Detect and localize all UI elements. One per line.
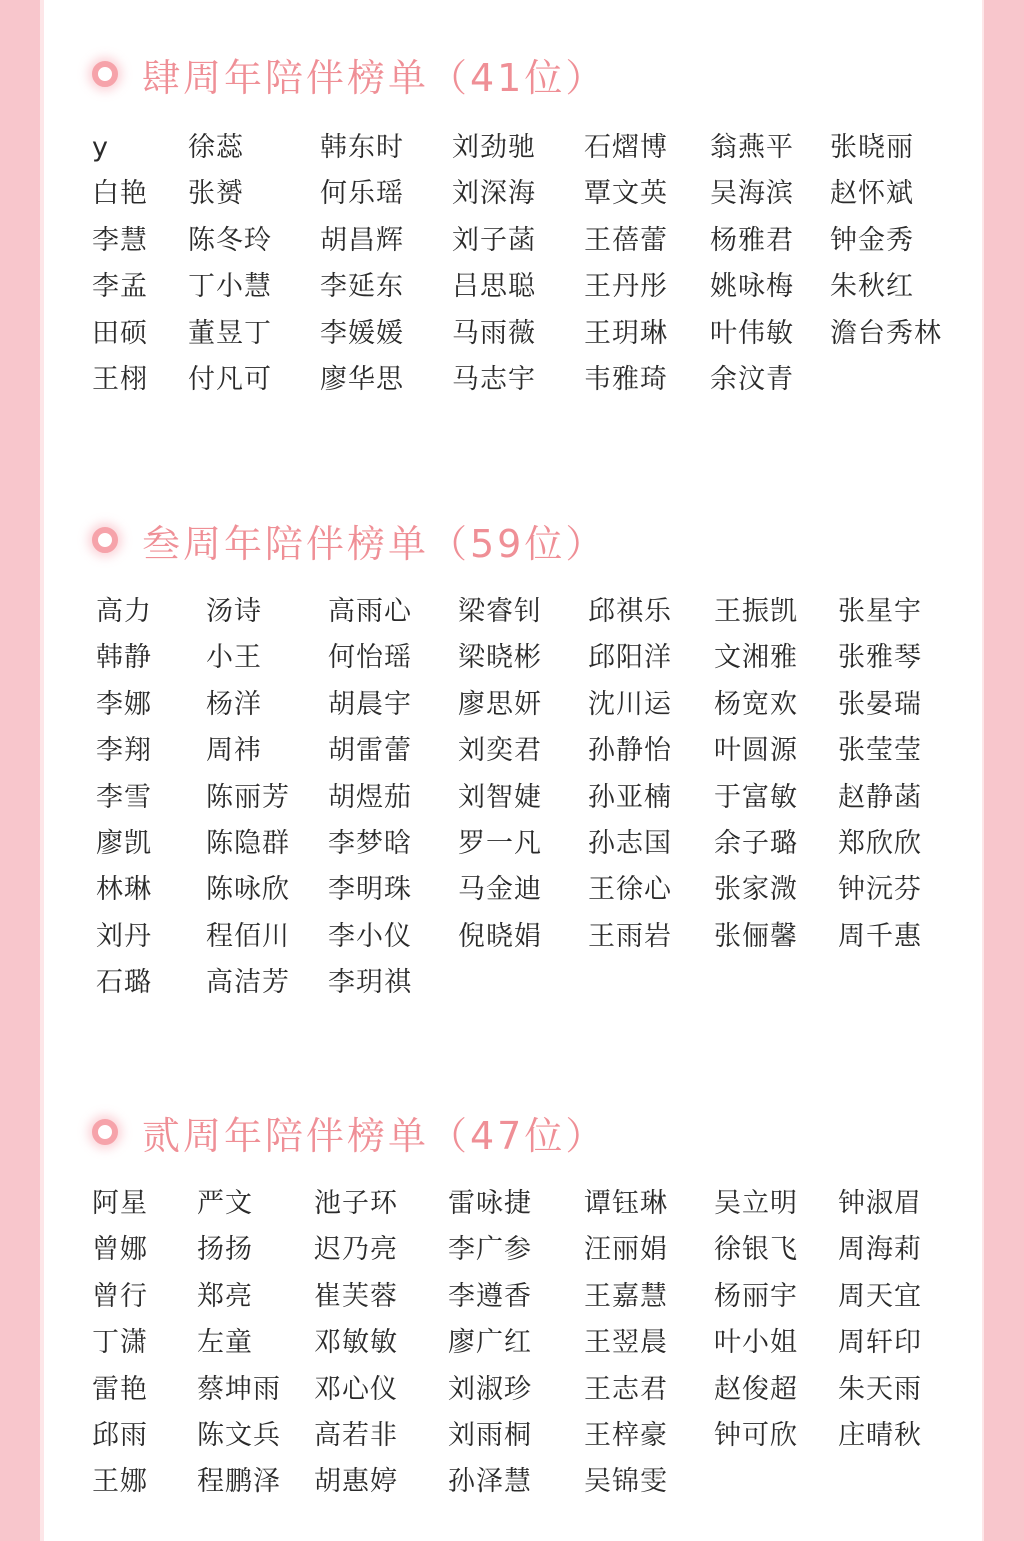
member-name: 杨宽欢 (714, 689, 798, 720)
member-name: 刘劲驰 (452, 132, 536, 163)
member-name: 马雨薇 (452, 318, 536, 349)
member-name: 廖凯 (96, 828, 152, 859)
member-name: 周千惠 (838, 921, 922, 952)
member-name: 董昱丁 (188, 318, 272, 349)
circle-bullet-icon (92, 61, 118, 87)
member-name: 胡晨宇 (328, 689, 412, 720)
section-title: 叁周年陪伴榜单（59位） (142, 521, 607, 566)
member-name: 刘深海 (452, 178, 536, 209)
member-name: 倪晓娟 (458, 921, 542, 952)
member-name: 王蓓蕾 (584, 225, 668, 256)
member-name: 梁睿钊 (458, 596, 542, 627)
member-name: 王嘉慧 (584, 1281, 668, 1312)
member-name: 张星宇 (838, 596, 922, 627)
member-name: 梁晓彬 (458, 642, 542, 673)
member-name: 孙志国 (588, 828, 672, 859)
member-name: 罗一凡 (458, 828, 542, 859)
member-name: 李小仪 (328, 921, 412, 952)
member-name: 杨洋 (206, 689, 262, 720)
member-name: 张赟 (188, 178, 244, 209)
member-name: 庄晴秋 (838, 1420, 922, 1451)
member-name: 李延东 (320, 271, 404, 302)
member-name: 徐银飞 (714, 1234, 798, 1265)
member-name: 胡煜茄 (328, 782, 412, 813)
member-name: 李慧 (92, 225, 148, 256)
member-name: 叶伟敏 (710, 318, 794, 349)
member-name: 高洁芳 (206, 967, 290, 998)
member-name: 左童 (197, 1327, 253, 1358)
section-title: 贰周年陪伴榜单（47位） (142, 1113, 607, 1158)
member-name: 李媛媛 (320, 318, 404, 349)
member-name: 马金迪 (458, 874, 542, 905)
member-name: 吴海滨 (710, 178, 794, 209)
member-name: 沈川运 (588, 689, 672, 720)
member-name: 小王 (206, 642, 262, 673)
member-name: 杨丽宇 (714, 1281, 798, 1312)
member-name: 李翔 (96, 735, 152, 766)
member-name: 丁小慧 (188, 271, 272, 302)
member-name: 朱天雨 (838, 1374, 922, 1405)
member-name: 崔芙蓉 (314, 1281, 398, 1312)
member-name: 杨雅君 (710, 225, 794, 256)
member-name: y (92, 132, 109, 163)
member-name: 张雅琴 (838, 642, 922, 673)
member-name: 李遵香 (448, 1281, 532, 1312)
member-name: 钟金秀 (830, 225, 914, 256)
member-name: 程佰川 (206, 921, 290, 952)
section-header (92, 1102, 606, 1162)
member-name: 何乐瑶 (320, 178, 404, 209)
member-name: 余汶青 (710, 364, 794, 395)
member-name: 李广参 (448, 1234, 532, 1265)
member-name: 赵怀斌 (830, 178, 914, 209)
member-name: 王雨岩 (588, 921, 672, 952)
member-name: 邱雨 (92, 1420, 148, 1451)
member-name: 陈咏欣 (206, 874, 290, 905)
member-name: 谭钰琳 (584, 1188, 668, 1219)
member-name: 雷艳 (92, 1374, 148, 1405)
member-name: 王玥琳 (584, 318, 668, 349)
member-name: 马志宇 (452, 364, 536, 395)
member-name: 王娜 (92, 1466, 148, 1497)
member-name: 高雨心 (328, 596, 412, 627)
circle-bullet-icon (92, 527, 118, 553)
member-name: 高若非 (314, 1420, 398, 1451)
member-name: 钟淑眉 (838, 1188, 922, 1219)
member-name: 程鹏泽 (197, 1466, 281, 1497)
member-name: 刘雨桐 (448, 1420, 532, 1451)
member-name: 朱秋红 (830, 271, 914, 302)
member-name: 周祎 (206, 735, 262, 766)
member-name: 阿星 (92, 1188, 148, 1219)
member-name: 石熠博 (584, 132, 668, 163)
member-name: 李孟 (92, 271, 148, 302)
member-name: 周天宜 (838, 1281, 922, 1312)
member-name: 陈文兵 (197, 1420, 281, 1451)
member-name: 邱祺乐 (588, 596, 672, 627)
member-name: 孙泽慧 (448, 1466, 532, 1497)
member-name: 周轩印 (838, 1327, 922, 1358)
member-name: 何怡瑶 (328, 642, 412, 673)
member-name: 钟沅芬 (838, 874, 922, 905)
member-name: 张晓丽 (830, 132, 914, 163)
member-name: 邓心仪 (314, 1374, 398, 1405)
member-name: 陈冬玲 (188, 225, 272, 256)
circle-bullet-icon (92, 1119, 118, 1145)
member-name: 李雪 (96, 782, 152, 813)
member-name: 邓敏敏 (314, 1327, 398, 1358)
member-name: 陈丽芳 (206, 782, 290, 813)
member-name: 邱阳洋 (588, 642, 672, 673)
member-name: 石璐 (96, 967, 152, 998)
member-name: 王翌晨 (584, 1327, 668, 1358)
member-name: 孙静怡 (588, 735, 672, 766)
member-name: 余子璐 (714, 828, 798, 859)
member-name: 张俪馨 (714, 921, 798, 952)
member-name: 付凡可 (188, 364, 272, 395)
member-name: 胡雷蕾 (328, 735, 412, 766)
member-name: 李玥祺 (328, 967, 412, 998)
member-name: 蔡坤雨 (197, 1374, 281, 1405)
member-name: 高力 (96, 596, 152, 627)
member-name: 刘子菡 (452, 225, 536, 256)
member-name: 曾娜 (92, 1234, 148, 1265)
member-name: 钟可欣 (714, 1420, 798, 1451)
member-name: 丁潇 (92, 1327, 148, 1358)
member-name: 韩东时 (320, 132, 404, 163)
member-name: 叶圆源 (714, 735, 798, 766)
right-border-stripe (984, 0, 1024, 1541)
member-name: 李明珠 (328, 874, 412, 905)
content-panel (44, 0, 982, 1541)
member-name: 王栩 (92, 364, 148, 395)
member-name: 文湘雅 (714, 642, 798, 673)
member-name: 郑亮 (197, 1281, 253, 1312)
member-name: 刘丹 (96, 921, 152, 952)
member-name: 刘淑珍 (448, 1374, 532, 1405)
member-name: 田硕 (92, 318, 148, 349)
member-name: 池子环 (314, 1188, 398, 1219)
member-name: 吴锦雯 (584, 1466, 668, 1497)
member-name: 李娜 (96, 689, 152, 720)
member-name: 李梦晗 (328, 828, 412, 859)
member-name: 白艳 (92, 178, 148, 209)
section-header (92, 510, 606, 570)
member-name: 王振凯 (714, 596, 798, 627)
member-name: 王丹彤 (584, 271, 668, 302)
member-name: 韦雅琦 (584, 364, 668, 395)
member-name: 张晏瑞 (838, 689, 922, 720)
member-name: 王徐心 (588, 874, 672, 905)
member-name: 姚咏梅 (710, 271, 794, 302)
member-name: 扬扬 (197, 1234, 253, 1265)
member-name: 翁燕平 (710, 132, 794, 163)
member-name: 于富敏 (714, 782, 798, 813)
member-name: 张莹莹 (838, 735, 922, 766)
member-name: 徐蕊 (188, 132, 244, 163)
member-name: 郑欣欣 (838, 828, 922, 859)
member-name: 王梓豪 (584, 1420, 668, 1451)
member-name: 廖思妍 (458, 689, 542, 720)
member-name: 林琳 (96, 874, 152, 905)
member-name: 王志君 (584, 1374, 668, 1405)
member-name: 胡惠婷 (314, 1466, 398, 1497)
member-name: 张家溦 (714, 874, 798, 905)
member-name: 雷咏捷 (448, 1188, 532, 1219)
member-name: 赵俊超 (714, 1374, 798, 1405)
member-name: 刘智婕 (458, 782, 542, 813)
member-name: 覃文英 (584, 178, 668, 209)
member-name: 叶小姐 (714, 1327, 798, 1358)
member-name: 孙亚楠 (588, 782, 672, 813)
member-name: 迟乃亮 (314, 1234, 398, 1265)
section-title: 肆周年陪伴榜单（41位） (142, 55, 607, 100)
member-name: 赵静菡 (838, 782, 922, 813)
section-header (92, 44, 606, 104)
member-name: 澹台秀林 (830, 318, 942, 349)
member-name: 陈隐群 (206, 828, 290, 859)
member-name: 廖广红 (448, 1327, 532, 1358)
member-name: 曾行 (92, 1281, 148, 1312)
member-name: 汤诗 (206, 596, 262, 627)
member-name: 廖华思 (320, 364, 404, 395)
member-name: 吴立明 (714, 1188, 798, 1219)
member-name: 吕思聪 (452, 271, 536, 302)
member-name: 汪丽娟 (584, 1234, 668, 1265)
member-name: 严文 (197, 1188, 253, 1219)
left-border-stripe (0, 0, 40, 1541)
member-name: 刘奕君 (458, 735, 542, 766)
member-name: 韩静 (96, 642, 152, 673)
member-name: 周海莉 (838, 1234, 922, 1265)
member-name: 胡昌辉 (320, 225, 404, 256)
